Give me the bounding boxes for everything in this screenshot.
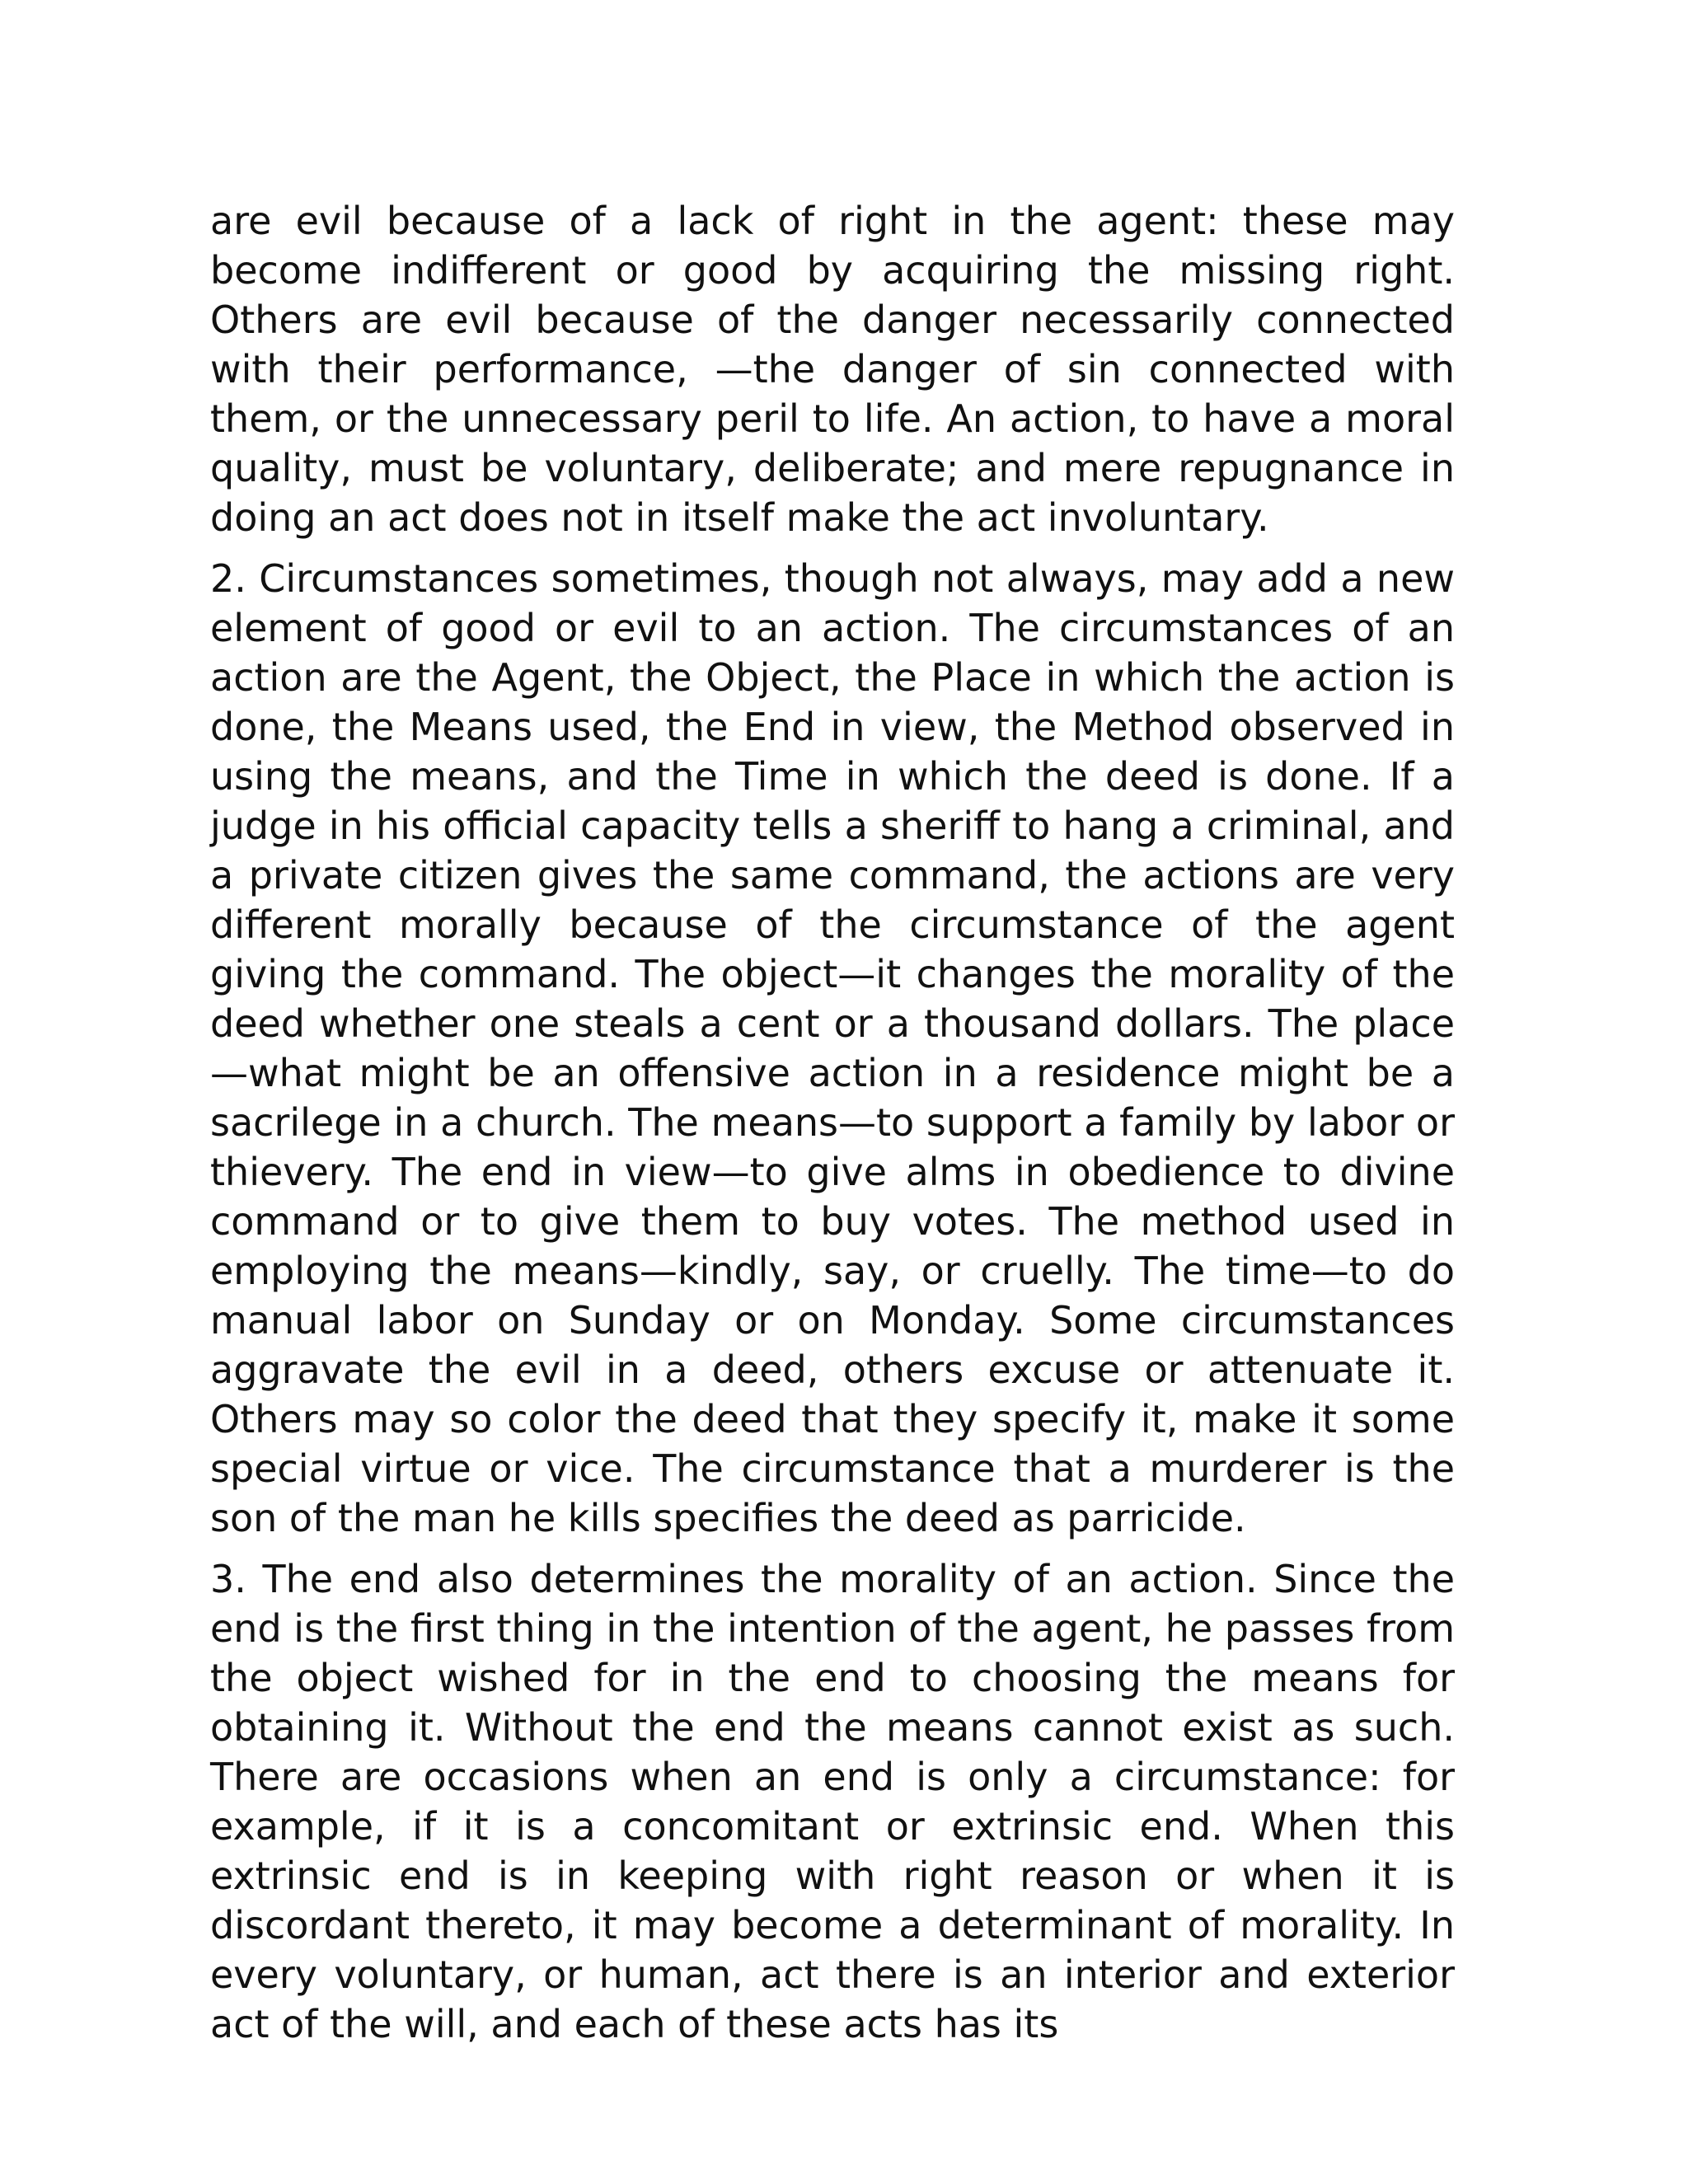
paragraph-circumstances: 2. Circumstances sometimes, though not always, may add a new element of good or evil to an action. The circumstances of an action are the Agent, the Object, the Place in which the action is done, the Means used, the End in view, the Method observed in using the means, and the Time in which the deed is done. If a judge in his official capacity tells a sheriff to hang a criminal, and a private citizen gives the same command, the actions are very different morally because of the circumstance of the agent giving the command. The object—it changes the morality of the deed whether one steals a cent or a thousand dollars. The place—what might be an offensive action in a residence might be a sacrilege in a church. The means—to support a family by labor or thievery. The end in view—to give alms in obedience to divine command or to give them to buy votes. The method used in employing the means—kindly, say, or cruelly. The time—to do manual labor on Sunday or on Monday. Some circumstances aggravate the evil in a deed, others excuse or attenuate it. Others may so color the deed that they specify it, make it some special virtue or vice. The circumstance that a murderer is the son of the man he kills specifies the deed as parricide. <box>210 556 1455 1540</box>
body-text <box>210 196 1455 2060</box>
paragraph-continuation: are evil because of a lack of right in the agent: these may become indifferent or good by acquiring the missing right. Others are evil because of the danger necessarily connected with their performance, —the danger of sin connected with them, or the unnecessary peril to life. An action, to have a moral quality, must be voluntary, deliberate; and mere repugnance in doing an act does not in itself make the act involuntary. <box>210 199 1455 540</box>
paragraph-end: 3. The end also determines the morality of an action. Since the end is the first thing in the intention of the agent, he passes from the object wished for in the end to choosing the means for obtaining it. Without the end the means cannot exist as such. There are occasions when an end is only a circumstance: for example, if it is a concomitant or extrinsic end. When this extrinsic end is in keeping with right reason or when it is discordant thereto, it may become a determinant of morality. In every voluntary, or human, act there is an interior and exterior act of the will, and each of these acts has its <box>210 1557 1455 2046</box>
